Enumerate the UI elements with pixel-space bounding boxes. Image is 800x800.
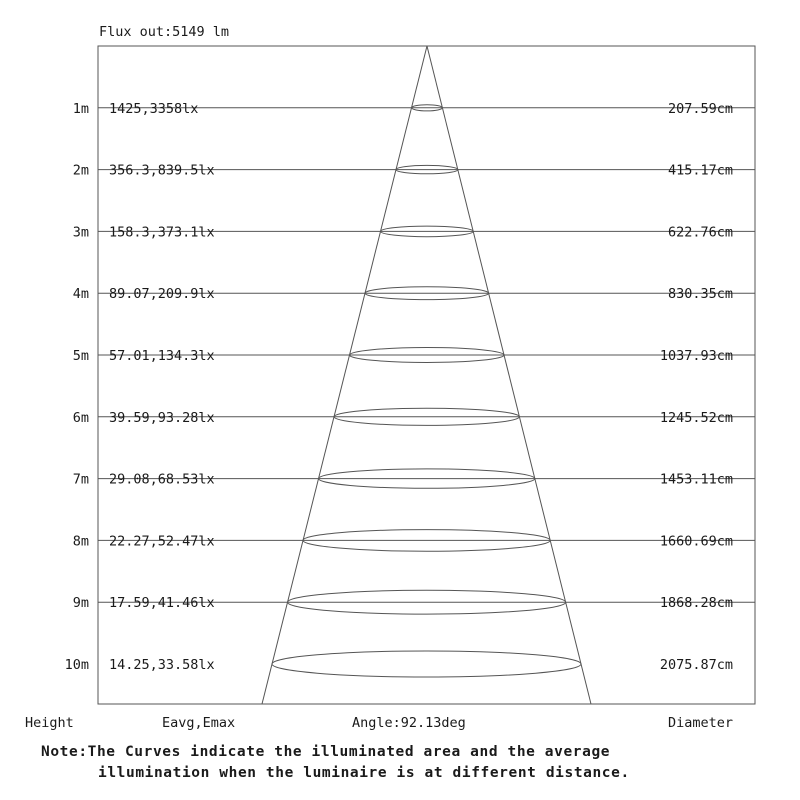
row-height: 6m	[72, 409, 89, 426]
row-height: 1m	[72, 100, 89, 117]
row-diameter: 622.76cm	[667, 224, 733, 241]
row-diameter: 415.17cm	[667, 162, 733, 179]
row-diameter: 207.59cm	[667, 100, 733, 117]
row-diameter: 1245.52cm	[659, 409, 733, 426]
row-height: 4m	[72, 286, 89, 303]
row-diameter: 1868.28cm	[659, 595, 733, 612]
row-diameter: 1037.93cm	[659, 348, 733, 364]
distance-rows	[65, 101, 733, 673]
row-eavg-emax: 22.27,52.47lx	[109, 533, 215, 550]
row-height: 10m	[64, 657, 89, 673]
row-height: 8m	[72, 533, 89, 550]
row-eavg-emax: 89.07,209.9lx	[109, 286, 215, 303]
row-diameter: 1453.11cm	[659, 471, 733, 488]
row-diameter: 1660.69cm	[659, 533, 733, 550]
row-height: 9m	[72, 595, 89, 612]
flux-label: Flux out:5149 lm	[99, 24, 230, 40]
row-eavg-emax: 158.3,373.1lx	[109, 224, 215, 241]
illuminated-area-curve	[272, 651, 581, 677]
row-height: 5m	[72, 348, 89, 364]
beam-angle-label: Angle:92.13deg	[352, 715, 466, 731]
diameter-column-label: Diameter	[667, 715, 733, 731]
row-eavg-emax: 17.59,41.46lx	[109, 595, 215, 612]
row-height: 7m	[72, 471, 89, 488]
row-diameter: 2075.87cm	[659, 657, 733, 673]
row-eavg-emax: 29.08,68.53lx	[109, 471, 215, 488]
note-line-1: Note:The Curves indicate the illuminated area and the average	[41, 744, 611, 760]
note-line-2: illumination when the luminaire is at different distance.	[98, 765, 630, 781]
height-column-label: Height	[25, 715, 74, 731]
row-eavg-emax: 14.25,33.58lx	[109, 657, 215, 673]
row-eavg-emax: 356.3,839.5lx	[109, 162, 215, 179]
cone-right-edge	[427, 46, 591, 704]
row-diameter: 830.35cm	[667, 286, 733, 303]
row-height: 3m	[72, 224, 89, 241]
row-eavg-emax: 1425,3358lx	[109, 100, 199, 117]
illuminated-area-curves	[272, 105, 581, 677]
eavg-emax-column-label: Eavg,Emax	[162, 715, 236, 731]
row-eavg-emax: 57.01,134.3lx	[109, 348, 215, 364]
row-height: 2m	[72, 162, 89, 179]
cone-left-edge	[262, 46, 427, 704]
row-eavg-emax: 39.59,93.28lx	[109, 409, 215, 426]
